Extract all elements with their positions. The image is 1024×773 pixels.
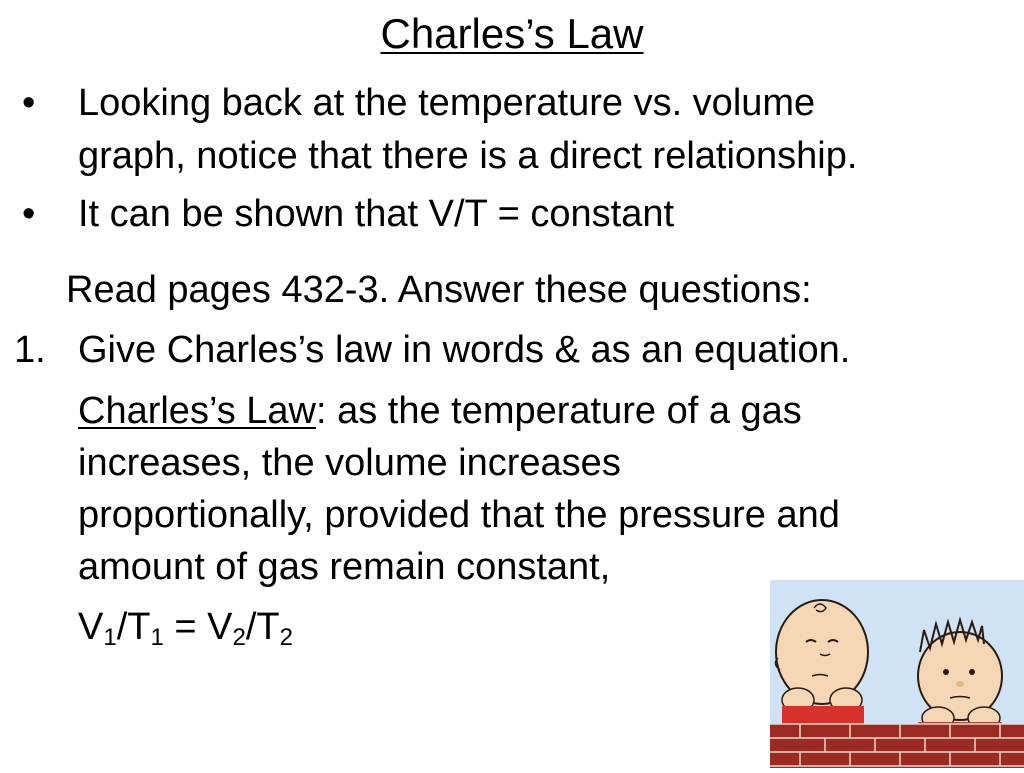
slide-title-text: Charles’s Law [380, 10, 644, 57]
question-1-text: Give Charles’s law in words & as an equation. [78, 329, 851, 371]
slide-title [0, 8, 1024, 60]
answer-line-1 [78, 384, 802, 438]
read-instruction: Read pages 432-3. Answer these questions: [66, 269, 812, 311]
bullet-1-line-1: Looking back at the temperature vs. volume [78, 82, 816, 124]
bullet-1-line-2: graph, notice that there is a direct relationship. [78, 135, 858, 177]
definition-part-1: : as the temperature of a gas [315, 390, 802, 432]
question-number: 1. [14, 329, 46, 371]
term-charles-law: Charles’s Law [78, 390, 316, 432]
answer-line-3: proportionally, provided that the pressure and [78, 494, 840, 536]
charles-law-equation: $V_1/T_1 = V_2/T_2$ [78, 606, 294, 651]
answer-line-4: amount of gas remain constant, [78, 546, 611, 588]
bullet-mark: • [22, 82, 36, 124]
bullet-2-line-1: It can be shown that V/T = constant [78, 193, 675, 235]
answer-line-2: increases, the volume increases [78, 442, 621, 484]
peanuts-cartoon-icon [770, 580, 1024, 768]
bullet-mark: • [22, 193, 36, 235]
